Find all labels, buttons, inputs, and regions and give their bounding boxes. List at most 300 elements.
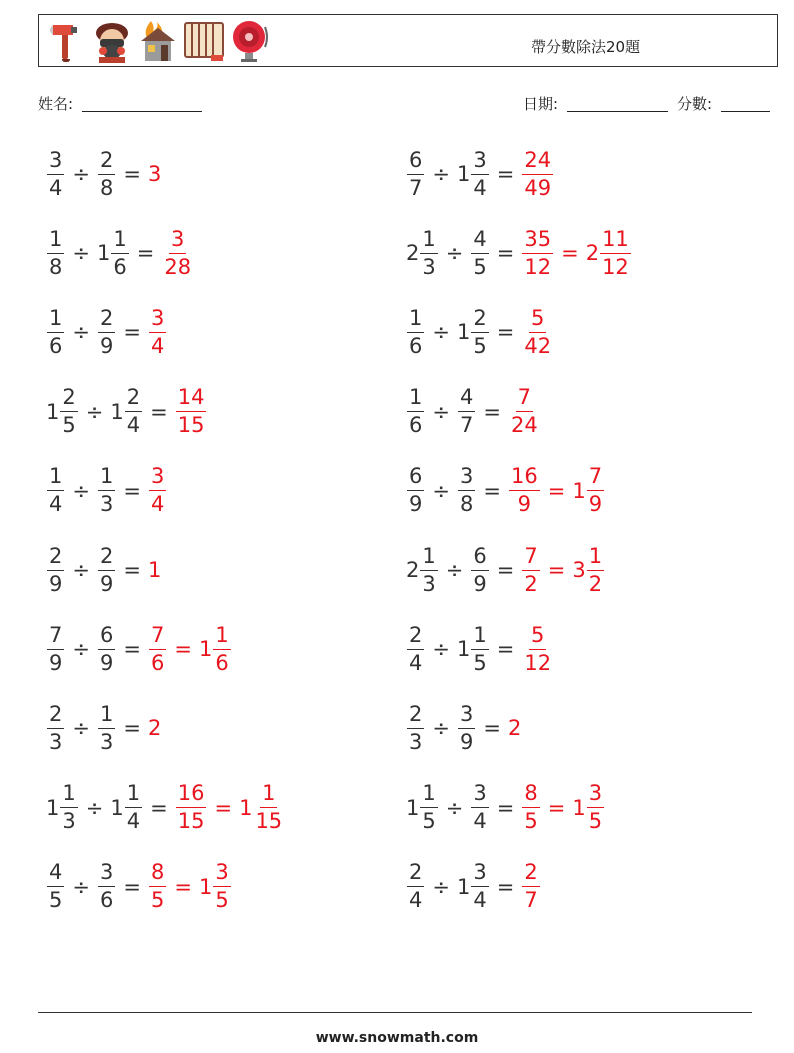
divide-sign: ÷ <box>72 478 90 503</box>
numerator: 3 <box>458 466 475 491</box>
equals-sign: = <box>496 162 515 186</box>
numerator: 6 <box>407 466 424 491</box>
problem-item <box>46 617 232 681</box>
fraction <box>522 622 553 675</box>
denominator: 4 <box>126 413 141 438</box>
whole-number: 2 <box>147 716 162 741</box>
numerator: 1 <box>47 466 64 491</box>
denominator: 6 <box>409 333 423 358</box>
divide-sign: ÷ <box>72 558 90 582</box>
problem-item <box>406 776 605 840</box>
denominator: 42 <box>524 333 552 358</box>
denominator: 7 <box>524 888 538 913</box>
denominator: 15 <box>255 809 283 834</box>
numerator: 3 <box>213 862 230 887</box>
numerator: 6 <box>407 150 424 175</box>
fraction <box>149 862 166 911</box>
denominator: 9 <box>49 650 63 675</box>
fraction <box>47 147 64 200</box>
denominator: 15 <box>177 809 205 834</box>
firefighter-icon <box>91 19 133 63</box>
fraction <box>407 862 424 911</box>
denominator: 9 <box>49 571 63 596</box>
numerator: 1 <box>98 704 115 729</box>
name-label: 姓名: <box>38 95 74 113</box>
problem-item <box>406 142 554 206</box>
denominator: 8 <box>99 175 114 200</box>
denominator: 4 <box>473 809 487 834</box>
axe-icon <box>45 19 87 63</box>
divide-sign: ÷ <box>445 241 464 266</box>
equals-sign: = <box>123 478 141 503</box>
whole-number: 1 <box>572 478 586 503</box>
numerator: 3 <box>169 229 186 254</box>
denominator: 6 <box>113 254 127 279</box>
divide-sign: ÷ <box>85 399 104 424</box>
divide-sign: ÷ <box>432 637 450 662</box>
numerator: 1 <box>98 466 115 491</box>
answer <box>521 543 540 596</box>
answer <box>148 305 167 358</box>
denominator: 2 <box>524 571 538 596</box>
divide-sign: ÷ <box>445 558 464 582</box>
whole-number: 1 <box>239 795 253 820</box>
numerator: 1 <box>471 625 488 650</box>
equals-sign: = <box>496 637 515 662</box>
equals-sign: = <box>123 716 141 741</box>
fraction <box>600 226 631 279</box>
fraction <box>213 622 230 675</box>
numerator: 1 <box>407 387 424 412</box>
problem-item <box>46 696 161 760</box>
numerator: 6 <box>471 546 488 571</box>
numerator: 1 <box>420 546 437 571</box>
numerator: 3 <box>149 308 166 333</box>
numerator: 2 <box>47 546 64 571</box>
denominator: 3 <box>422 571 436 596</box>
denominator: 5 <box>215 888 229 913</box>
answer <box>572 543 605 596</box>
numerator: 4 <box>471 229 488 254</box>
divide-sign: ÷ <box>432 162 450 186</box>
denominator: 6 <box>99 888 114 913</box>
numerator: 7 <box>587 466 604 491</box>
numerator: 2 <box>47 704 64 729</box>
denominator: 15 <box>177 413 205 438</box>
fraction <box>98 543 115 596</box>
fraction <box>47 862 64 911</box>
numerator: 4 <box>47 862 64 887</box>
answer <box>585 226 632 279</box>
fraction <box>407 622 424 675</box>
fraction <box>458 701 475 754</box>
denominator: 3 <box>409 729 423 754</box>
divide-sign: ÷ <box>72 320 90 345</box>
answer <box>572 466 605 515</box>
numerator: 1 <box>60 783 77 808</box>
divide-sign: ÷ <box>432 320 450 345</box>
whole-number: 1 <box>456 162 471 186</box>
fraction <box>407 387 424 436</box>
fraction <box>471 226 488 279</box>
numerator: 8 <box>149 862 166 887</box>
denominator: 4 <box>150 492 165 517</box>
whole-number: 1 <box>110 399 124 424</box>
numerator: 1 <box>420 229 437 254</box>
fraction <box>471 147 488 200</box>
divide-sign: ÷ <box>445 795 464 820</box>
denominator: 4 <box>49 492 63 517</box>
fraction <box>522 226 553 279</box>
whole-number: 1 <box>456 637 471 662</box>
answer <box>148 466 167 515</box>
divide-sign: ÷ <box>432 716 450 741</box>
answer <box>161 226 194 279</box>
answer <box>521 622 554 675</box>
fraction <box>420 226 437 279</box>
fraction <box>471 622 488 675</box>
denominator: 9 <box>459 729 474 754</box>
numerator: 1 <box>587 546 604 571</box>
numerator: 4 <box>458 387 475 412</box>
whole-number: 1 <box>198 874 213 899</box>
fraction <box>522 543 539 596</box>
denominator: 9 <box>99 650 114 675</box>
equals-sign: = <box>561 241 579 266</box>
fraction <box>98 466 115 515</box>
equals-sign: = <box>150 399 168 424</box>
numerator: 16 <box>509 466 540 491</box>
name-field <box>38 93 202 114</box>
equals-sign: = <box>214 795 233 820</box>
denominator: 5 <box>62 413 76 438</box>
whole-number: 2 <box>406 558 420 582</box>
answer <box>175 387 208 436</box>
equals-sign: = <box>483 399 501 424</box>
answer <box>521 226 554 279</box>
fraction <box>458 387 475 436</box>
denominator: 4 <box>409 650 423 675</box>
numerator: 2 <box>60 387 77 412</box>
denominator: 9 <box>99 333 114 358</box>
whole-number: 1 <box>456 874 471 899</box>
denominator: 4 <box>150 333 165 358</box>
footer-site: www.snowmath.com <box>315 1030 479 1046</box>
fraction <box>522 147 553 200</box>
score-label: 分數: <box>677 95 713 113</box>
problem-item <box>406 380 541 444</box>
fraction <box>47 701 64 754</box>
fraction <box>98 701 115 754</box>
fraction <box>125 387 142 436</box>
answer <box>508 466 541 515</box>
denominator: 12 <box>524 254 552 279</box>
numerator: 35 <box>522 229 553 254</box>
numerator: 3 <box>458 704 475 729</box>
whole-number: 3 <box>572 558 586 582</box>
numerator: 2 <box>98 150 115 175</box>
problem-item <box>406 459 605 523</box>
numerator: 3 <box>47 150 64 175</box>
equals-sign: = <box>136 241 155 266</box>
answer <box>148 558 161 582</box>
fraction <box>471 862 488 911</box>
divide-sign: ÷ <box>432 399 450 424</box>
denominator: 6 <box>49 333 63 358</box>
fraction <box>47 543 64 596</box>
numerator: 16 <box>176 783 207 808</box>
fraction <box>458 466 475 515</box>
fraction <box>407 701 424 754</box>
answer <box>239 783 285 832</box>
numerator: 1 <box>125 783 142 808</box>
numerator: 7 <box>47 625 64 650</box>
numerator: 6 <box>98 625 115 650</box>
fraction <box>522 862 539 911</box>
numerator: 5 <box>529 308 546 333</box>
numerator: 2 <box>98 546 115 571</box>
whole-number: 1 <box>456 320 471 345</box>
divide-sign: ÷ <box>85 795 104 820</box>
divide-sign: ÷ <box>72 874 90 899</box>
denominator: 3 <box>62 809 76 834</box>
numerator: 3 <box>98 862 115 887</box>
header-box <box>38 14 778 67</box>
problem-item <box>46 459 167 523</box>
divide-sign: ÷ <box>72 637 90 662</box>
problem-item <box>46 300 167 364</box>
denominator: 7 <box>409 175 423 200</box>
denominator: 4 <box>473 888 487 913</box>
fraction <box>471 543 488 596</box>
fraction <box>47 226 64 279</box>
numerator: 5 <box>529 625 546 650</box>
equals-sign: = <box>496 241 515 266</box>
numerator: 11 <box>600 229 631 254</box>
fraction <box>176 783 207 832</box>
answer <box>508 716 521 740</box>
equals-sign: = <box>547 795 566 820</box>
whole-number: 1 <box>406 795 420 820</box>
numerator: 2 <box>407 625 424 650</box>
equals-sign: = <box>123 162 141 186</box>
equals-sign: = <box>547 558 566 582</box>
equals-sign: = <box>123 558 141 582</box>
whole-number: 3 <box>147 162 162 186</box>
denominator: 5 <box>49 888 63 913</box>
answer <box>148 622 167 675</box>
divide-sign: ÷ <box>72 241 90 266</box>
equals-sign: = <box>150 795 168 820</box>
fraction <box>149 622 166 675</box>
problem-item <box>46 855 232 919</box>
fraction <box>98 622 115 675</box>
answer <box>521 147 554 200</box>
fraction <box>98 305 115 358</box>
denominator: 4 <box>473 175 487 200</box>
numerator: 2 <box>407 704 424 729</box>
denominator: 3 <box>49 729 63 754</box>
name-blank[interactable] <box>82 97 202 112</box>
numerator: 1 <box>420 783 437 808</box>
equals-sign: = <box>174 637 192 662</box>
problem-item <box>46 142 161 206</box>
fire-hose-icon <box>183 19 225 63</box>
numerator: 1 <box>111 229 128 254</box>
denominator: 28 <box>164 254 192 279</box>
denominator: 4 <box>49 175 63 200</box>
date-field <box>523 93 668 114</box>
equals-sign: = <box>174 874 192 899</box>
whole-number: 1 <box>572 795 586 820</box>
denominator: 5 <box>473 254 487 279</box>
numerator: 2 <box>407 862 424 887</box>
answer <box>148 162 161 186</box>
numerator: 7 <box>522 546 539 571</box>
fraction <box>176 387 207 436</box>
denominator: 2 <box>588 571 603 596</box>
numerator: 24 <box>522 150 553 175</box>
fraction <box>47 622 64 675</box>
numerator: 7 <box>149 625 166 650</box>
fraction <box>471 305 488 358</box>
equals-sign: = <box>547 478 566 503</box>
whole-number: 1 <box>147 558 162 582</box>
numerator: 3 <box>471 862 488 887</box>
fraction <box>407 305 424 358</box>
answer <box>175 783 208 832</box>
whole-number: 1 <box>46 795 60 820</box>
problem-item <box>46 380 207 444</box>
numerator: 3 <box>471 783 488 808</box>
whole-number: 1 <box>110 795 124 820</box>
numerator: 1 <box>47 229 64 254</box>
divide-sign: ÷ <box>432 874 450 899</box>
denominator: 4 <box>126 809 141 834</box>
numerator: 3 <box>149 466 166 491</box>
denominator: 9 <box>588 492 603 517</box>
numerator: 2 <box>522 862 539 887</box>
answer <box>198 622 232 675</box>
equals-sign: = <box>123 320 141 345</box>
fraction <box>509 387 540 436</box>
answer <box>572 783 605 832</box>
fraction <box>407 466 424 515</box>
header-icons <box>45 19 271 63</box>
problem-item <box>46 221 194 285</box>
problem-item <box>406 617 554 681</box>
fraction <box>407 147 424 200</box>
denominator: 5 <box>473 650 487 675</box>
problem-item <box>406 855 541 919</box>
fraction <box>98 862 115 911</box>
denominator: 9 <box>99 571 114 596</box>
answer <box>521 862 540 911</box>
answer <box>521 783 540 832</box>
denominator: 3 <box>422 254 436 279</box>
denominator: 6 <box>150 650 165 675</box>
equals-sign: = <box>483 478 501 503</box>
equals-sign: = <box>496 795 515 820</box>
whole-number: 1 <box>96 241 111 266</box>
fire-alarm-bell-icon <box>229 19 271 63</box>
answer <box>148 862 167 911</box>
denominator: 8 <box>459 492 474 517</box>
answer <box>199 862 232 911</box>
equals-sign: = <box>483 716 501 741</box>
denominator: 6 <box>409 413 423 438</box>
fraction <box>420 543 437 596</box>
equals-sign: = <box>496 320 515 345</box>
fraction <box>587 466 604 515</box>
problem-item <box>406 221 632 285</box>
denominator: 6 <box>215 650 229 675</box>
denominator: 3 <box>99 729 114 754</box>
numerator: 3 <box>471 150 488 175</box>
whole-number: 1 <box>198 637 213 662</box>
denominator: 4 <box>409 888 423 913</box>
fraction <box>522 305 553 358</box>
numerator: 3 <box>587 783 604 808</box>
equals-sign: = <box>496 874 515 899</box>
whole-number: 2 <box>507 716 522 741</box>
fraction <box>47 305 64 358</box>
date-label: 日期: <box>523 95 559 113</box>
numerator: 7 <box>516 387 533 412</box>
denominator: 3 <box>99 492 114 517</box>
numerator: 1 <box>213 625 230 650</box>
problem-item <box>46 538 161 602</box>
fraction <box>149 466 166 515</box>
score-field <box>677 93 770 114</box>
fraction <box>213 862 230 911</box>
denominator: 8 <box>49 254 63 279</box>
problem-item <box>406 300 554 364</box>
fraction <box>587 783 604 832</box>
fraction <box>47 466 64 515</box>
date-blank[interactable] <box>567 97 668 112</box>
denominator: 12 <box>524 650 552 675</box>
equals-sign: = <box>496 558 515 582</box>
numerator: 8 <box>522 783 539 808</box>
fraction <box>111 226 128 279</box>
denominator: 5 <box>422 809 436 834</box>
whole-number: 1 <box>46 399 60 424</box>
divide-sign: ÷ <box>432 478 450 503</box>
numerator: 1 <box>260 783 277 808</box>
denominator: 49 <box>524 175 552 200</box>
score-blank[interactable] <box>721 97 770 112</box>
denominator: 5 <box>588 809 603 834</box>
denominator: 5 <box>524 809 538 834</box>
numerator: 2 <box>98 308 115 333</box>
fraction <box>471 783 488 832</box>
numerator: 1 <box>407 308 424 333</box>
numerator: 2 <box>471 308 488 333</box>
denominator: 12 <box>602 254 629 279</box>
fraction <box>125 783 142 832</box>
numerator: 2 <box>125 387 142 412</box>
problem-item <box>46 776 285 840</box>
denominator: 7 <box>459 413 474 438</box>
fraction <box>587 543 604 596</box>
whole-number: 2 <box>406 241 420 266</box>
denominator: 5 <box>473 333 487 358</box>
numerator: 14 <box>176 387 207 412</box>
footer-divider <box>38 1012 752 1013</box>
fraction <box>149 305 166 358</box>
fraction <box>162 226 193 279</box>
